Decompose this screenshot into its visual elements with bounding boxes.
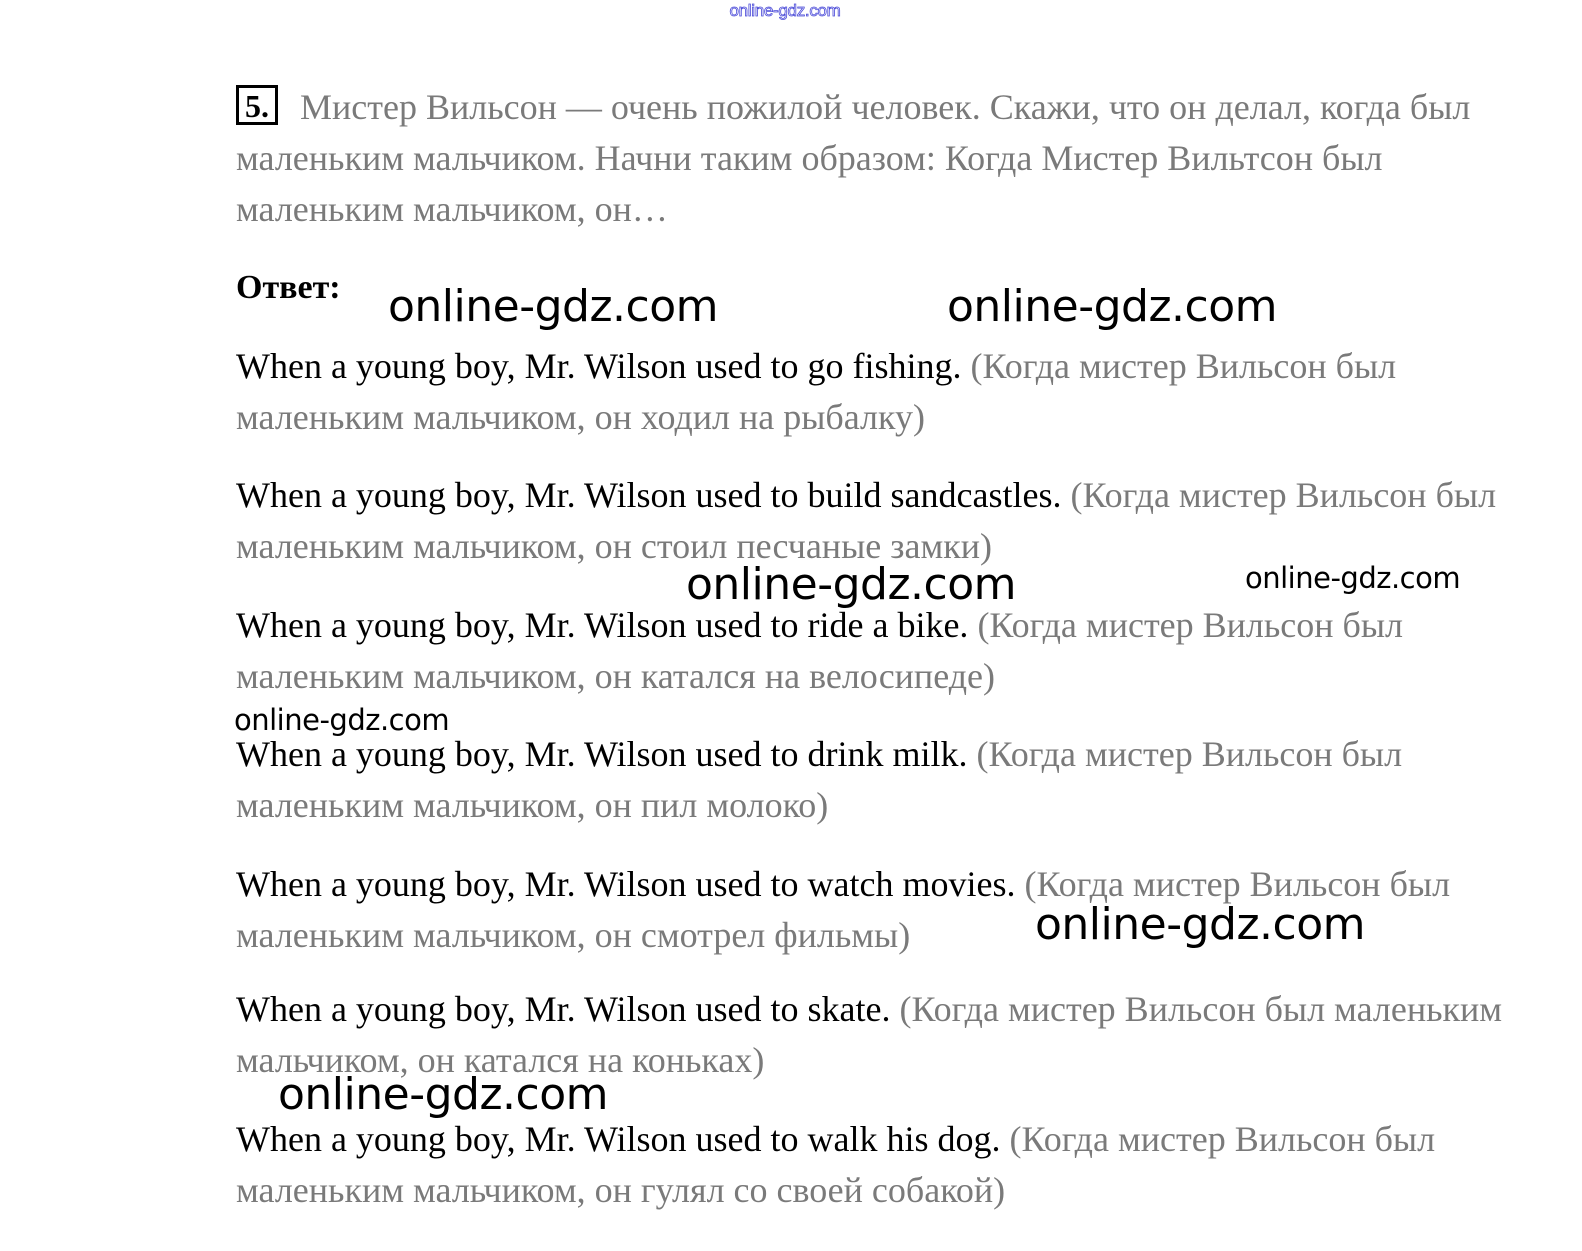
- watermark: online-gdz.com: [686, 559, 1017, 610]
- answer-english: When a young boy, Mr. Wilson used to go fishing.: [236, 346, 962, 386]
- answer-translation: (Когда мистер Вильсон был маленьким мальчиком, он катался на велосипеде): [236, 605, 1404, 696]
- answer-item: [236, 600, 1536, 702]
- answer-english: When a young boy, Mr. Wilson used to watch movies.: [236, 864, 1016, 904]
- answer-item: [236, 729, 1536, 831]
- watermark: online-gdz.com: [947, 281, 1278, 332]
- task-statement: Мистер Вильсон — очень пожилой человек. Скажи, что он делал, когда был маленьким мальчиком. Начни таким образом: Когда Мистер Вильтсон был маленьким мальчиком, он…: [236, 87, 1471, 229]
- answer-translation: (Когда мистер Вильсон был маленьким мальчиком, он гулял со своей собакой): [236, 1119, 1436, 1210]
- answer-translation: (Когда мистер Вильсон был маленьким мальчиком, он пил молоко): [236, 734, 1403, 825]
- answer-item: [236, 1114, 1536, 1216]
- answer-english: When a young boy, Mr. Wilson used to skate.: [236, 989, 891, 1029]
- answer-label: Ответ:: [236, 269, 341, 306]
- task-number: 5.: [236, 85, 278, 125]
- answer-english: When a young boy, Mr. Wilson used to build sandcastles.: [236, 475, 1062, 515]
- answer-english: When a young boy, Mr. Wilson used to drink milk.: [236, 734, 968, 774]
- watermark: online-gdz.com: [278, 1069, 609, 1120]
- watermark: online-gdz.com: [1245, 561, 1461, 595]
- answer-item: [236, 470, 1536, 572]
- watermark: online-gdz.com: [1035, 899, 1366, 950]
- answer-english: When a young boy, Mr. Wilson used to walk his dog.: [236, 1119, 1001, 1159]
- answer-english: When a young boy, Mr. Wilson used to ride a bike.: [236, 605, 969, 645]
- answer-translation: (Когда мистер Вильсон был маленьким мальчиком, он катался на коньках): [236, 989, 1503, 1080]
- answer-translation: (Когда мистер Вильсон был маленьким мальчиком, он стоил песчаные замки): [236, 475, 1497, 566]
- answer-translation: (Когда мистер Вильсон был маленьким мальчиком, он смотрел фильмы): [236, 864, 1451, 955]
- answer-item: [236, 341, 1536, 443]
- header-watermark: online-gdz.com: [729, 1, 841, 20]
- answer-translation: (Когда мистер Вильсон был маленьким мальчиком, он ходил на рыбалку): [236, 346, 1397, 437]
- watermark: online-gdz.com: [234, 703, 450, 737]
- watermark: online-gdz.com: [388, 281, 719, 332]
